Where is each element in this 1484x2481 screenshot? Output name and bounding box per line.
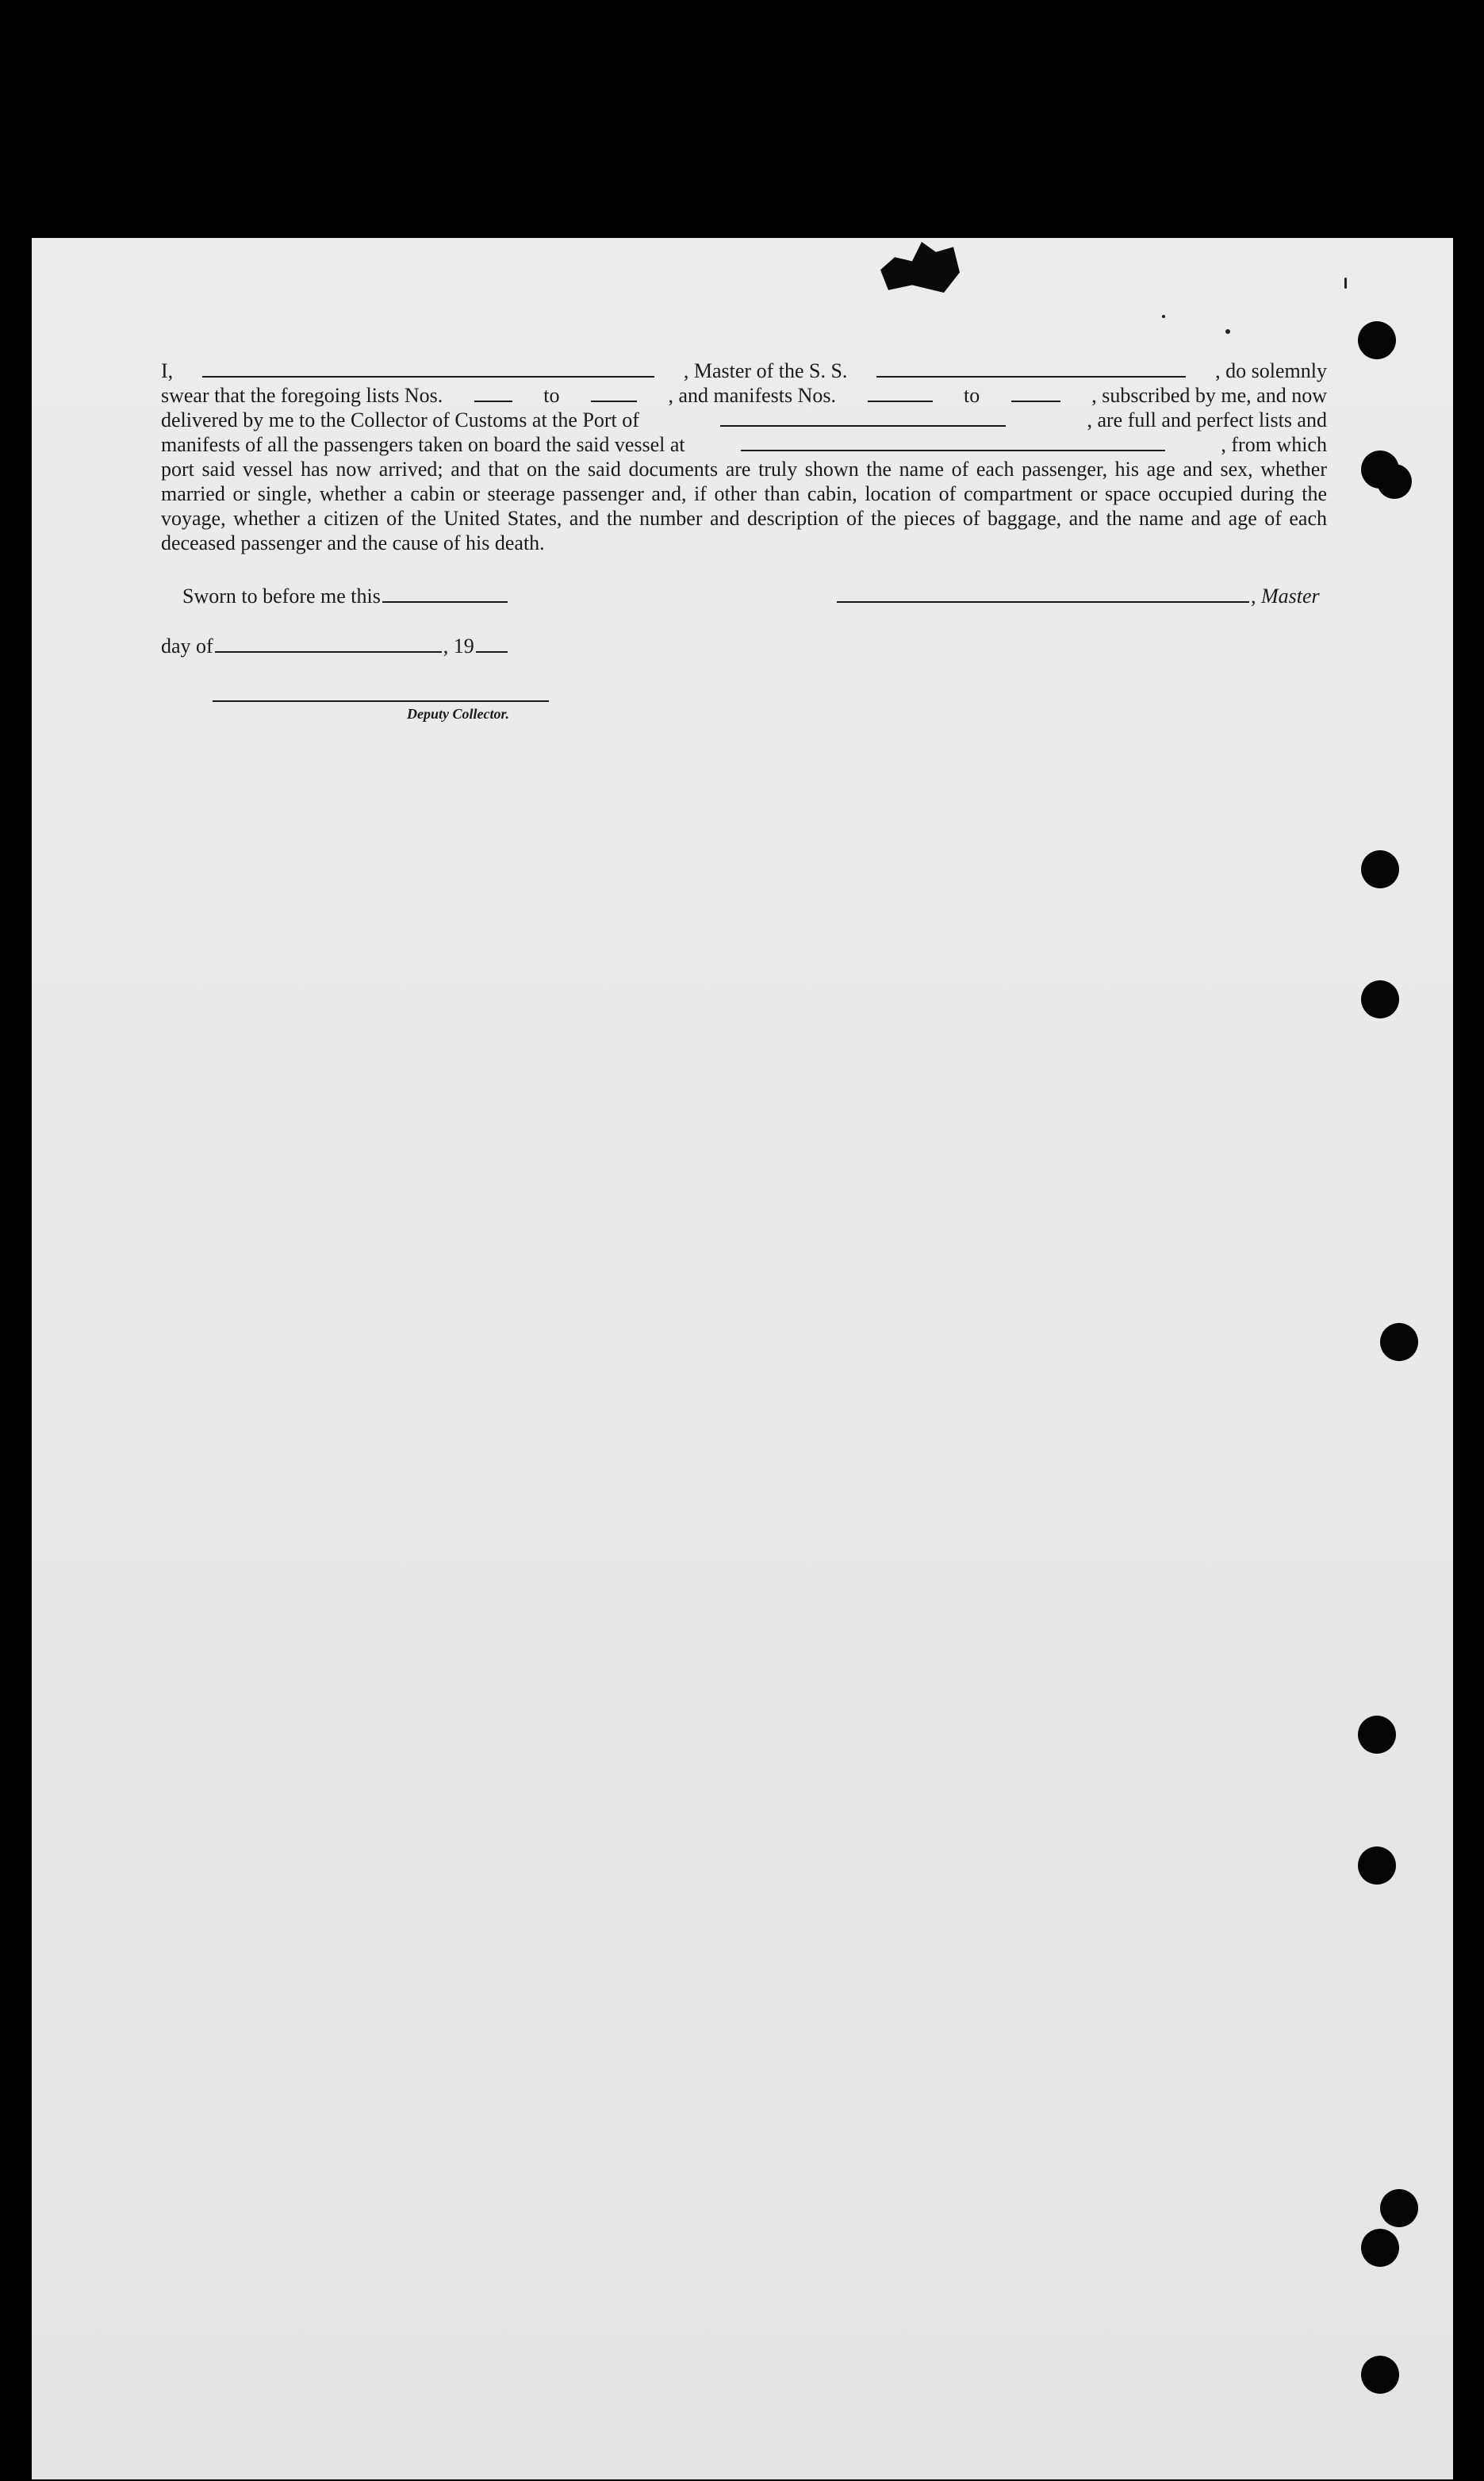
punch-hole bbox=[1380, 2189, 1418, 2227]
punch-hole bbox=[1358, 1846, 1396, 1885]
dust-speck bbox=[1225, 329, 1230, 334]
punch-hole bbox=[1377, 464, 1412, 499]
master-name-blank[interactable] bbox=[202, 362, 654, 378]
manifest-to-blank[interactable] bbox=[1011, 386, 1060, 402]
ship-name-blank[interactable] bbox=[876, 362, 1186, 378]
deputy-collector-signature-blank[interactable] bbox=[213, 700, 549, 702]
list-from-blank[interactable] bbox=[474, 386, 512, 402]
oath-line-4: manifests of all the passengers taken on board the said vessel at , from which bbox=[161, 433, 1327, 456]
port-blank[interactable] bbox=[720, 411, 1006, 427]
punch-hole bbox=[1361, 980, 1399, 1018]
punch-hole bbox=[1361, 850, 1399, 888]
punch-hole bbox=[1358, 321, 1396, 359]
oath-line-2: swear that the foregoing lists Nos. to , and manifests Nos. to , subscribed by me, and now bbox=[161, 384, 1327, 407]
punch-hole bbox=[1361, 2356, 1399, 2394]
departure-port-blank[interactable] bbox=[741, 435, 1165, 451]
punch-hole bbox=[1380, 1323, 1418, 1361]
sworn-line: Sworn to before me this bbox=[182, 585, 509, 608]
punch-hole bbox=[1358, 1716, 1396, 1754]
punch-hole bbox=[1361, 2229, 1399, 2267]
oath-paragraph: port said vessel has now arrived; and that on the said documents are truly shown the name of each passenger, his age and sex, whether married or single, whether a cabin or steerage passenger and, if other than cabin, location of compartment or space occupied during the voyage, whether a citizen of the United States, and the number and description of the pieces of baggage, and the name and age of each deceased passenger and the cause of his death. bbox=[161, 458, 1327, 554]
manifest-from-blank[interactable] bbox=[868, 386, 933, 402]
master-oath-text bbox=[161, 359, 1327, 555]
master-signature-blank[interactable] bbox=[837, 587, 1249, 603]
sworn-day-blank[interactable] bbox=[382, 587, 508, 603]
document-page bbox=[32, 238, 1453, 2479]
year-blank[interactable] bbox=[476, 637, 508, 653]
month-blank[interactable] bbox=[215, 637, 442, 653]
day-of-line: day of , 19 bbox=[161, 635, 509, 658]
oath-line-3: delivered by me to the Collector of Customs at the Port of , are full and perfect lists and bbox=[161, 408, 1327, 431]
master-signature-line: , Master bbox=[835, 585, 1320, 608]
dust-speck bbox=[1162, 315, 1165, 318]
dust-speck bbox=[1344, 278, 1347, 289]
oath-line-1: I, , Master of the S. S. , do solemnly bbox=[161, 359, 1327, 382]
list-to-blank[interactable] bbox=[591, 386, 637, 402]
deputy-collector-label: Deputy Collector. bbox=[407, 706, 509, 722]
